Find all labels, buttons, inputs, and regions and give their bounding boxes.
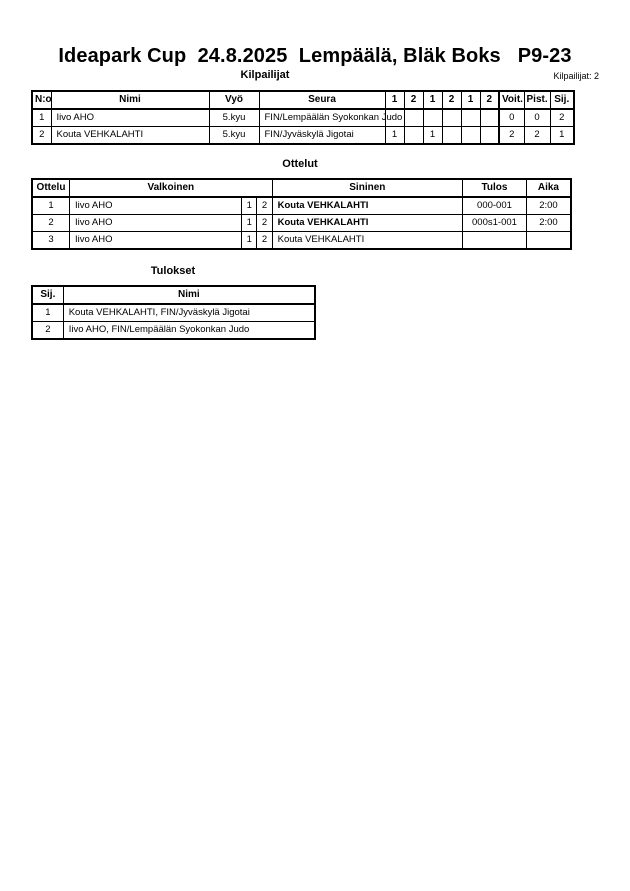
round-cell (442, 127, 461, 145)
results-table (31, 285, 316, 340)
col-white: Valkoinen (69, 179, 272, 197)
table-row (32, 304, 315, 322)
col-no: N:o (32, 91, 51, 109)
competitors-heading: Kilpailijat (240, 69, 290, 81)
table-row (32, 197, 571, 215)
result-name: Iivo AHO, FIN/Lempäälän Syokonkan Judo (63, 322, 315, 340)
white-competitor: Iivo AHO (69, 197, 241, 215)
round-cell (461, 127, 480, 145)
col-round: 1 (461, 91, 480, 109)
col-name: Nimi (63, 286, 315, 304)
blue-number: 2 (257, 232, 272, 250)
table-row (32, 232, 571, 250)
col-time: Aika (526, 179, 571, 197)
match-result (463, 232, 527, 250)
competitor-points: 2 (524, 127, 550, 145)
white-number: 1 (242, 232, 257, 250)
col-name: Nimi (51, 91, 209, 109)
col-points: Pist. (524, 91, 550, 109)
competitor-name: Kouta VEHKALAHTI (51, 127, 209, 145)
competitor-count: Kilpailijat: 2 (553, 71, 599, 81)
white-competitor: Iivo AHO (69, 232, 241, 250)
round-cell: 1 (385, 127, 404, 145)
competitor-no: 1 (32, 109, 51, 127)
competitor-club: FIN/Jyväskylä Jigotai (259, 127, 385, 145)
table-row (32, 215, 571, 232)
competitor-points: 0 (524, 109, 550, 127)
competitor-wins: 2 (499, 127, 524, 145)
competitor-belt: 5.kyu (209, 109, 259, 127)
round-cell (480, 127, 499, 145)
competitors-header-row (32, 91, 574, 109)
col-club: Seura (259, 91, 385, 109)
round-cell: 1 (423, 127, 442, 145)
results-header-row (32, 286, 315, 304)
round-cell (480, 109, 499, 127)
result-name: Kouta VEHKALAHTI, FIN/Jyväskylä Jigotai (63, 304, 315, 322)
blue-competitor: Kouta VEHKALAHTI (272, 215, 462, 232)
white-number: 1 (242, 215, 257, 232)
round-cell (423, 109, 442, 127)
match-number: 1 (32, 197, 69, 215)
competitor-name: Iivo AHO (51, 109, 209, 127)
col-round: 1 (423, 91, 442, 109)
competitor-club: FIN/Lempäälän Syokonkan Judo (259, 109, 385, 127)
matches-heading: Ottelut (282, 158, 318, 170)
competitor-belt: 5.kyu (209, 127, 259, 145)
competitors-table (31, 90, 575, 145)
col-place: Sij. (550, 91, 574, 109)
col-round: 2 (480, 91, 499, 109)
matches-table (31, 178, 572, 250)
page-title: Ideapark Cup 24.8.2025 Lempäälä, Bläk Boks P9-23 (58, 45, 572, 67)
col-belt: Vyö (209, 91, 259, 109)
match-time: 2:00 (526, 197, 571, 215)
table-row (32, 109, 574, 127)
round-cell (461, 109, 480, 127)
round-cell (404, 127, 423, 145)
blue-competitor: Kouta VEHKALAHTI (272, 232, 462, 250)
results-heading: Tulokset (150, 265, 196, 277)
col-place: Sij. (32, 286, 63, 304)
match-number: 3 (32, 232, 69, 250)
round-cell (442, 109, 461, 127)
white-number: 1 (242, 197, 257, 215)
match-number: 2 (32, 215, 69, 232)
table-row (32, 322, 315, 340)
table-row (32, 127, 574, 145)
col-round: 1 (385, 91, 404, 109)
col-round: 2 (404, 91, 423, 109)
white-competitor: Iivo AHO (69, 215, 241, 232)
matches-header-row (32, 179, 571, 197)
match-result: 000s1-001 (463, 215, 527, 232)
competitor-wins: 0 (499, 109, 524, 127)
col-result: Tulos (463, 179, 527, 197)
round-cell (404, 109, 423, 127)
competitor-no: 2 (32, 127, 51, 145)
col-match: Ottelu (32, 179, 69, 197)
blue-number: 2 (257, 215, 272, 232)
blue-number: 2 (257, 197, 272, 215)
col-blue: Sininen (272, 179, 462, 197)
competitor-place: 2 (550, 109, 574, 127)
match-result: 000-001 (463, 197, 527, 215)
result-place: 1 (32, 304, 63, 322)
col-round: 2 (442, 91, 461, 109)
blue-competitor: Kouta VEHKALAHTI (272, 197, 462, 215)
result-place: 2 (32, 322, 63, 340)
col-wins: Voit. (499, 91, 524, 109)
match-time (526, 232, 571, 250)
match-time: 2:00 (526, 215, 571, 232)
competitor-place: 1 (550, 127, 574, 145)
